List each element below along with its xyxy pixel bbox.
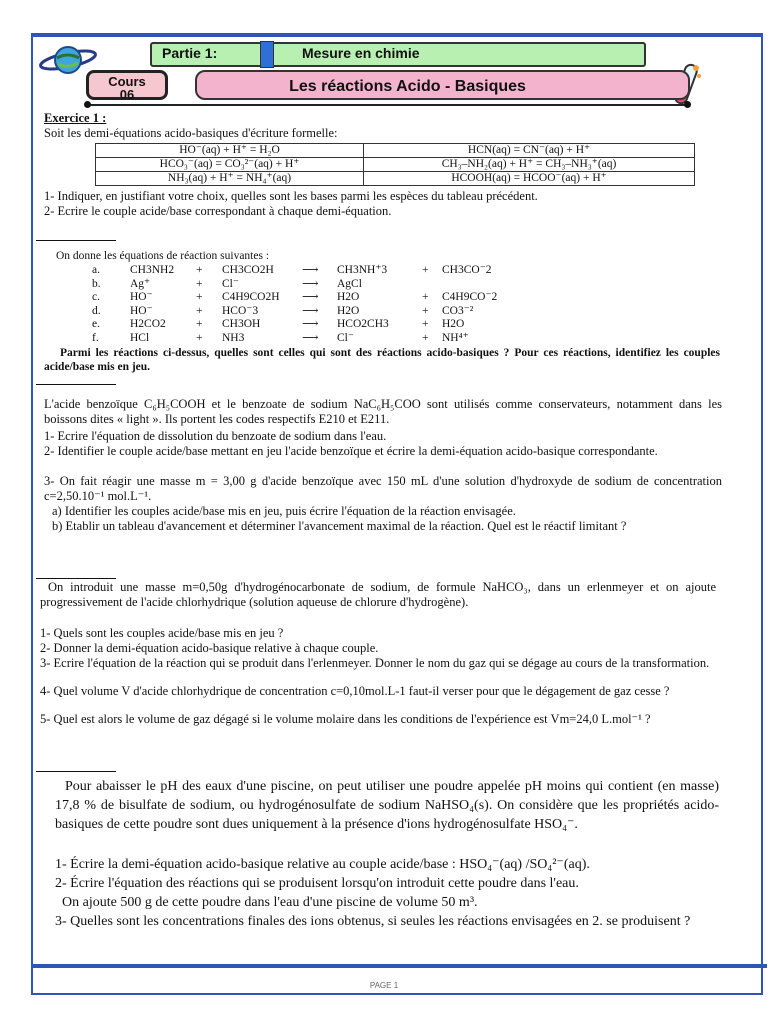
exercise-2-question: Parmi les réactions ci-dessus, quelles sont celles qui sont des réactions acido-basiques ? Pour ces réactions, identifiez les couples acide/base mis en jeu. (44, 347, 720, 373)
reaction-r2: NH3 (222, 332, 245, 344)
reaction-plus: + (196, 277, 203, 290)
exercise-1-question-2: 2- Ecrire le couple acide/base correspondant à chaque demi-équation. (44, 204, 392, 218)
reaction-p1: CH3NH⁺3 (337, 264, 388, 276)
exercise-5-note: On ajoute 500 g de cette poudre dans l'eau d'une piscine de volume 50 m³. (62, 895, 478, 910)
exercise-1-question-1: 1- Indiquer, en justifiant votre choix, quelles sont les bases parmi les espèces du tableau précédent. (44, 189, 538, 203)
lesson-title: Les réactions Acido - Basiques (195, 70, 690, 100)
header-rule (86, 104, 686, 106)
reaction-plus2: + (422, 304, 429, 317)
exercise-4-question-2: 2- Donner la demi-équation acido-basique relative à chaque couple. (40, 641, 379, 655)
reaction-plus: + (196, 318, 203, 331)
table-cell: HCN(aq) = CN⁻(aq) + H⁺ (364, 144, 695, 158)
table-row (96, 158, 695, 172)
table-row (96, 144, 695, 158)
section-rule (36, 578, 116, 579)
reaction-arrow: ⟶ (302, 318, 319, 331)
section-rule (36, 240, 116, 241)
exercise-5-question-2: 2- Écrire l'équation des réactions qui se produisent lorsqu'on introduit cette poudre dans l'eau. (55, 876, 579, 891)
reaction-label: b. (92, 277, 101, 290)
reaction-r1: HCl (130, 332, 150, 344)
reaction-row (92, 332, 692, 345)
page-frame-bottom-rule (31, 964, 767, 968)
exercise-3-question-2: 2- Identifier le couple acide/base mettant en jeu l'acide benzoïque et écrire la demi-équation acido-basique correspondante. (44, 444, 658, 458)
exercise-3-question-b: b) Etablir un tableau d'avancement et déterminer l'avancement maximal de la réaction. Quel est le réactif limitant ? (52, 519, 627, 533)
table-cell: NH₃(aq) + H⁺ = NH₄⁺(aq) (96, 172, 364, 186)
reaction-plus2: + (422, 291, 429, 304)
reaction-row (92, 291, 692, 304)
reaction-p1: HCO2CH3 (337, 318, 389, 331)
exercise-4-question-5: 5- Quel est alors le volume de gaz dégagé si le volume molaire dans les conditions de l'expérience est Vm=24,0 L.mol⁻¹ ? (40, 712, 651, 726)
part-title: Mesure en chimie (302, 45, 420, 61)
reaction-r1: Ag⁺ (130, 277, 151, 290)
reaction-label: d. (92, 304, 101, 317)
reaction-p2: CH3CO⁻2 (442, 264, 492, 276)
reaction-arrow: ⟶ (302, 291, 319, 304)
half-equation-table (95, 143, 695, 186)
reaction-plus: + (196, 332, 203, 344)
reaction-row (92, 278, 692, 291)
exercise-5-question-3: 3- Quelles sont les concentrations finales des ions obtenus, si seules les réactions envisagées en 2. se produisent ? (55, 914, 691, 929)
reaction-plus: + (196, 304, 203, 317)
reaction-r1: HO⁻ (130, 291, 153, 304)
page-number: PAGE 1 (369, 981, 399, 990)
table-cell: HCOOH(aq) = HCOO⁻(aq) + H⁺ (364, 172, 695, 186)
reaction-label: e. (92, 318, 100, 331)
reaction-r1: CH3NH2 (130, 264, 175, 276)
table-cell: HCO₃⁻(aq) = CO₃²⁻(aq) + H⁺ (96, 158, 364, 172)
reaction-row (92, 264, 692, 277)
exercise-3-intro: L'acide benzoïque C₆H₅COOH et le benzoate de sodium NaC₆H₅COO sont utilisés comme conservateurs, notamment dans les boissons dites « light ». Ils portent les codes respectifs E210 et E211. (44, 397, 722, 426)
reaction-p2: NH⁴⁺ (442, 332, 469, 344)
reaction-plus: + (196, 264, 203, 276)
course-label: Cours (108, 74, 146, 89)
reaction-r2: CH3OH (222, 318, 261, 331)
reaction-row (92, 318, 692, 331)
table-cell: CH₃–NH₂(aq) + H⁺ = CH₃–NH₃⁺(aq) (364, 158, 695, 172)
exercise-4-question-3: 3- Ecrire l'équation de la réaction qui se produit dans l'erlenmeyer. Donner le nom du gaz qui se dégage au cours de la transformation. (40, 656, 710, 670)
reaction-p2: C4H9CO⁻2 (442, 291, 498, 304)
reaction-arrow: ⟶ (302, 264, 319, 276)
part-banner (150, 42, 646, 67)
reaction-label: c. (92, 291, 100, 304)
exercise-4-question-4: 4- Quel volume V d'acide chlorhydrique de concentration c=0,10mol.L-1 faut-il verser pour que le dégagement de gaz cesse ? (40, 684, 670, 698)
reaction-plus2: + (422, 318, 429, 331)
header-rule-dot-right (684, 101, 691, 108)
course-number: 06 (119, 87, 135, 102)
part-divider (260, 41, 274, 68)
exercise-3-question-a: a) Identifier les couples acide/base mis en jeu, puis écrire l'équation de la réaction envisagée. (52, 504, 516, 518)
header-rule-dot-left (84, 101, 91, 108)
reaction-p1: H2O (337, 291, 360, 304)
reaction-r2: C4H9CO2H (222, 291, 280, 304)
reaction-p1: H2O (337, 304, 360, 317)
reaction-p2: H2O (442, 318, 465, 331)
reaction-p1: AgCl (337, 277, 362, 290)
exercise-3-question-1: 1- Ecrire l'équation de dissolution du benzoate de sodium dans l'eau. (44, 429, 387, 443)
reaction-p2: CO3⁻² (442, 304, 474, 317)
table-row (96, 172, 695, 186)
course-badge (86, 70, 168, 100)
exercise-1-title: Exercice 1 : (44, 111, 107, 125)
reaction-r1: HO⁻ (130, 304, 153, 317)
reaction-arrow: ⟶ (302, 304, 319, 317)
reaction-plus2: + (422, 332, 429, 344)
exercise-4-intro: On introduit une masse m=0,50g d'hydrogénocarbonate de sodium, de formule NaHCO₃, dans un erlenmeyer et on ajoute progressivement de l'acide chlorhydrique (solution aqueuse de chlorure d'hydrogène). (40, 580, 716, 609)
section-rule (36, 771, 116, 772)
reaction-plus: + (196, 291, 203, 304)
section-rule (36, 384, 116, 385)
reaction-arrow: ⟶ (302, 332, 319, 344)
exercise-4-question-1: 1- Quels sont les couples acide/base mis en jeu ? (40, 626, 284, 640)
reaction-r2: Cl⁻ (222, 277, 239, 290)
reaction-p1: Cl⁻ (337, 332, 354, 344)
exercise-5-question-1: 1- Écrire la demi-équation acido-basique relative au couple acide/base : HSO₄⁻(aq) /SO₄²⁻(aq). (55, 857, 590, 872)
reaction-r2: HCO⁻3 (222, 304, 259, 317)
reaction-label: f. (92, 332, 99, 344)
exercise-2-intro: On donne les équations de réaction suivantes : (56, 250, 270, 262)
reaction-plus2: + (422, 264, 429, 276)
exercise-5-intro: Pour abaisser le pH des eaux d'une piscine, on peut utiliser une poudre appelée pH moins qui contient (en masse) 17,8 % de bisulfate de sodium, ou hydrogénosulfate de sodium NaHSO₄(s). On considère que les propriétés acido-basiques de cette poudre sont dues uniquement à la présence d'ions hydrogénosulfate HSO₄⁻. (55, 779, 719, 832)
reaction-r1: H2CO2 (130, 318, 166, 331)
reaction-row (92, 305, 692, 318)
reaction-arrow: ⟶ (302, 277, 319, 290)
exercise-3-question-3: 3- On fait réagir une masse m = 3,00 g d'acide benzoïque avec 150 mL d'une solution d'hydroxyde de sodium de concentration c=2,50.10⁻¹ mol.L⁻¹. (44, 474, 722, 503)
reaction-r2: CH3CO2H (222, 264, 274, 276)
reaction-label: a. (92, 264, 100, 276)
part-label: Partie 1: (162, 45, 218, 61)
exercise-1-intro: Soit les demi-équations acido-basiques d'écriture formelle: (44, 126, 338, 140)
table-cell: HO⁻(aq) + H⁺ = H₂O (96, 144, 364, 158)
